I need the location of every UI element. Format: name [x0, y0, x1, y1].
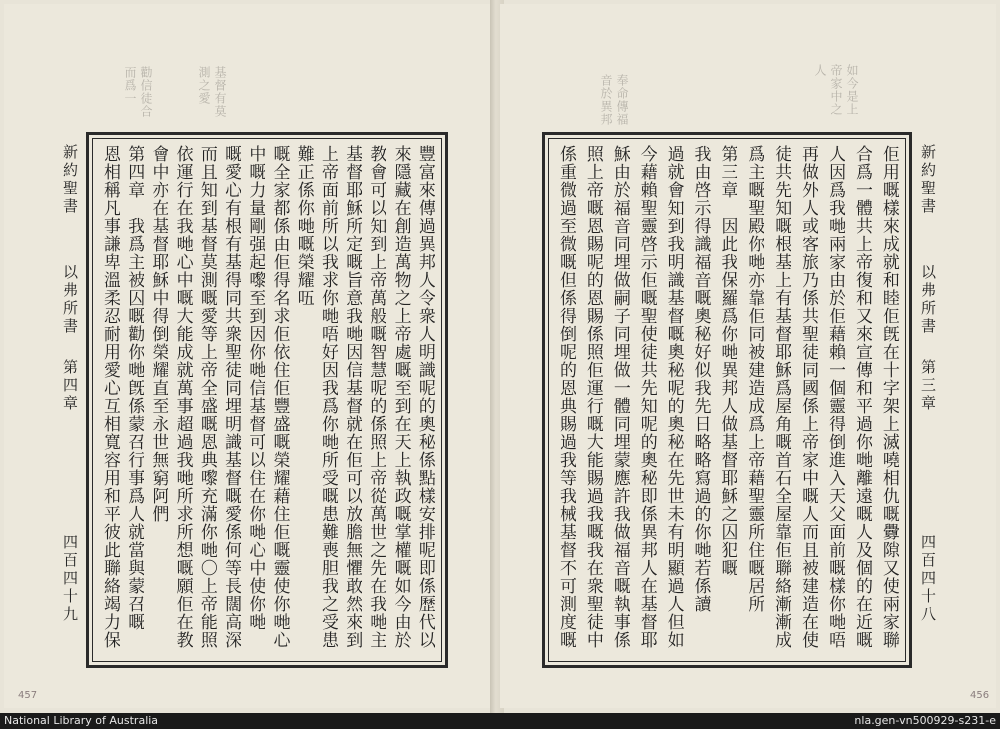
- right-header-book: 以弗所書: [919, 264, 937, 336]
- left-text-column: 第四章 我爲主被囚嘅勸你哋旣係蒙召行事爲人就當與蒙召嘅: [124, 145, 145, 631]
- right-ghost-1: 如今是上: [845, 64, 859, 116]
- left-corner-note: 457: [18, 690, 38, 701]
- footer-credit: National Library of Australia: [4, 714, 159, 727]
- left-text-column: 而且知到基督莫測嘅愛等上帝全盛嘅恩典嚟充滿你哋〇上帝能照: [196, 145, 217, 649]
- left-text-column: 恩相稱凡事謙卑溫柔忍耐用愛心互相寬容用和平彼此聯絡竭力保: [100, 145, 120, 649]
- right-ghost-2: 帝家中之: [829, 64, 843, 116]
- left-page: [4, 4, 492, 708]
- left-header-title: 新約聖書: [61, 144, 79, 216]
- right-text-columns: [555, 145, 899, 655]
- left-page-number: 四百四十九: [61, 534, 79, 624]
- left-text-column: 依運行在我哋心中嘅大能成就萬事超過我哋所求所想嘅願佢在教: [172, 145, 193, 649]
- right-corner-note: 456: [970, 690, 990, 701]
- left-text-frame: [86, 132, 448, 668]
- left-text-column: 會中亦在基督耶穌中得倒榮耀直至永世無窮阿們: [148, 145, 169, 523]
- right-text-column: 照上帝嘅恩賜呢的恩賜係照佢運行嘅大能賜過我嘅我在衆聖徒中: [582, 145, 603, 649]
- right-text-column: 第三章 因此我保羅爲你哋異邦人做基督耶穌之囚犯嘅: [717, 145, 738, 577]
- right-text-column: 再做外人或客旅乃係共聖徒同國係上帝家中嘅人而且被建造在使: [798, 145, 819, 649]
- right-text-frame: [542, 132, 912, 668]
- right-ghost-4: 奉命傳福: [615, 74, 629, 126]
- footer-bar: [0, 713, 1000, 729]
- right-header-title: 新約聖書: [919, 144, 937, 216]
- right-text-column: 今藉賴聖靈啓示佢嘅聖使徒共先知呢的奧秘即係異邦人在基督耶: [636, 145, 657, 649]
- left-text-column: 豐富來傳過異邦人令衆人明識呢的奧秘係點樣安排呢即係歷代以: [414, 145, 435, 649]
- right-text-column: 穌由於福音同埋做嗣子同埋做一體同埋蒙應許我做福音嘅執事係: [609, 145, 630, 649]
- left-ghost-1: 勸信徒合: [139, 66, 153, 118]
- left-ghost-2: 而爲一: [123, 66, 137, 105]
- right-text-column: 過就會知到我明識基督嘅奧秘呢的奧秘在先世未有明顯過人但如: [663, 145, 684, 649]
- right-text-column: 人因爲我哋兩家由於佢藉賴一個靈得倒進入天父面前嘅樣你哋唔: [825, 145, 846, 649]
- right-text-column: 爲主嘅聖殿你哋亦靠佢同被建造成爲上帝藉聖靈所住嘅居所: [744, 145, 765, 613]
- left-text-column: 基督耶穌所定嘅旨意我哋因信基督就在佢可以放膽無懼敢然來到: [342, 145, 363, 649]
- right-ghost-5: 音於異邦: [599, 74, 613, 126]
- left-text-column: 嘅全家都係由佢得名求佢依住佢豐盛嘅榮耀藉住佢嘅靈使你哋心: [269, 145, 290, 649]
- right-page-number: 四百四十八: [919, 534, 937, 624]
- right-text-column: 徒共先知嘅根基上有基督耶穌爲屋角嘅首石全屋靠佢聯絡漸漸成: [771, 145, 792, 649]
- left-text-column: 教會可以知到上帝萬般嘅智慧呢的係照上帝從萬世之先在我哋主: [366, 145, 387, 649]
- left-ghost-4: 測之愛: [197, 66, 211, 105]
- left-text-column: 難正係你哋嘅榮耀㕶: [293, 145, 314, 307]
- left-text-columns: [99, 145, 435, 655]
- right-text-column: 佢用嘅樣來成就和睦佢旣在十字架上滅嘵相仇嘅釁隙又使兩家聯: [878, 145, 899, 649]
- left-text-column: 嘅愛心有根有基得同共衆聖徒同埋明識基督嘅愛係何等長闊高深: [221, 145, 242, 649]
- left-text-column: 中嘅力量剛强起嚟至到因你哋信基督可以住在你哋心中使你哋: [245, 145, 266, 631]
- left-text-column: 上帝面前所以我求你哋唔好因我爲你哋所受嘅患難喪胆我之受患: [317, 145, 338, 649]
- right-page: [500, 4, 996, 708]
- left-header-book: 以弗所書: [61, 264, 79, 336]
- footer-identifier: nla.gen-vn500929-s231-e: [854, 714, 996, 727]
- right-text-column: 我由啓示得識福音嘅奧秘好似我先日略略寫過的你哋若係讀: [690, 145, 711, 613]
- right-ghost-3: 人: [813, 64, 827, 77]
- left-text-column: 來隱藏在創造萬物之上帝處嘅至到在天上執政嘅掌權嘅如今由於: [390, 145, 411, 649]
- right-text-column: 係重微過至微嘅但係得倒呢的恩典賜過我等我械基督不可測度嘅: [556, 145, 576, 649]
- right-header-chapter: 第三章: [919, 359, 937, 413]
- right-text-column: 合爲一體共上帝復和又來宣傳和平過你哋離遠嘅人及個的在近嘅: [851, 145, 872, 649]
- left-header-chapter: 第四章: [61, 359, 79, 413]
- left-ghost-3: 基督有莫: [213, 66, 227, 118]
